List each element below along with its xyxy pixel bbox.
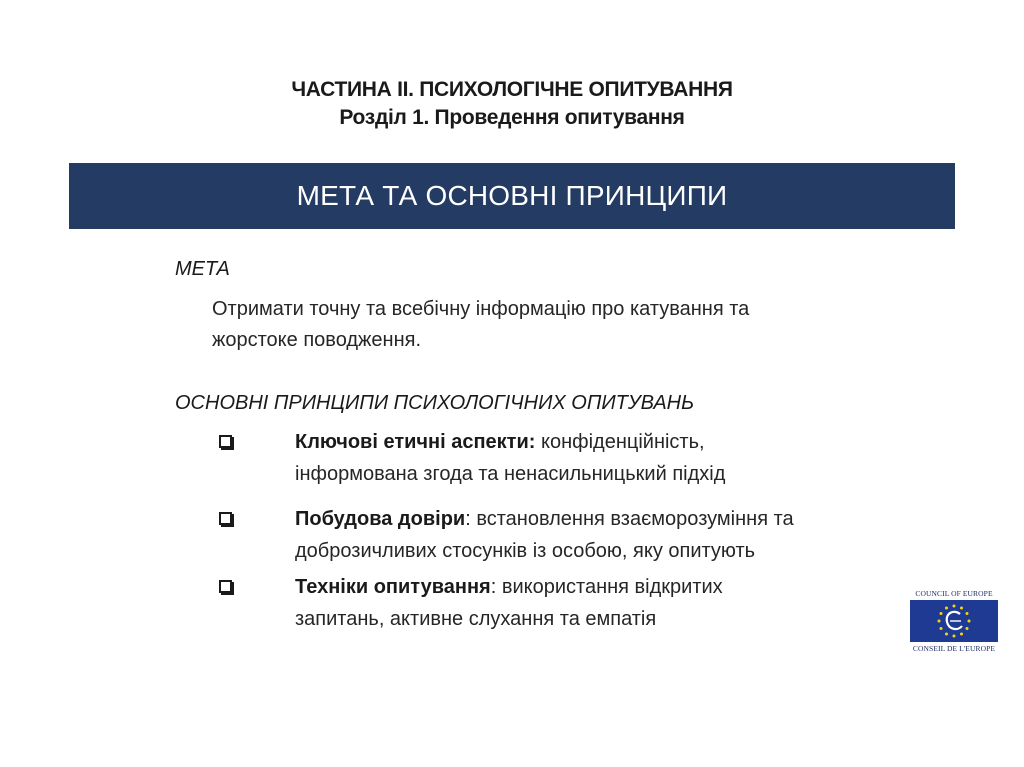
principle-item-title: Ключові етичні аспекти:	[295, 431, 536, 453]
banner-title: МЕТА ТА ОСНОВНІ ПРИНЦИПИ	[296, 180, 728, 211]
logo-top-text: COUNCIL OF EUROPE	[915, 589, 993, 598]
goal-text	[212, 294, 872, 356]
goal-heading: МЕТА	[175, 258, 230, 280]
checkbox-bullet-icon	[219, 580, 232, 593]
banner	[69, 163, 955, 229]
part-title: ЧАСТИНА ІІ. ПСИХОЛОГІЧНЕ ОПИТУВАННЯ	[291, 78, 733, 101]
council-of-europe-logo	[910, 589, 998, 655]
section-title: Розділ 1. Проведення опитування	[339, 106, 685, 129]
slide-title	[0, 76, 1024, 132]
logo-emblem	[910, 600, 998, 642]
logo-bottom-text: CONSEIL DE L'EUROPE	[912, 644, 996, 653]
principle-item-text: : встановлення взаєморозуміння та	[465, 508, 794, 530]
checkbox-bullet-icon	[219, 435, 232, 448]
principle-item-text-line2: запитань, активне слухання та емпатія	[295, 608, 657, 630]
principle-item-title: Побудова довіри	[295, 508, 466, 530]
goal-text-line2: жорстоке поводження.	[212, 329, 422, 351]
principle-item-text: конфіденційність,	[535, 431, 705, 453]
principle-item-body	[295, 426, 895, 490]
checkbox-bullet-icon	[219, 512, 232, 525]
stars-circle-icon	[910, 600, 998, 642]
principle-item-body	[295, 503, 895, 567]
principles-heading: ОСНОВНІ ПРИНЦИПИ ПСИХОЛОГІЧНИХ ОПИТУВАНЬ	[175, 392, 695, 414]
principle-item-body	[295, 571, 895, 635]
principle-item-text: : використання відкритих	[490, 576, 723, 598]
principle-item-text-line2: інформована згода та ненасильницький підхід	[295, 463, 726, 485]
principle-item-text-line2: доброзичливих стосунків із особою, яку опитують	[295, 540, 756, 562]
goal-text-line1: Отримати точну та всебічну інформацію про катування та	[212, 298, 750, 320]
principle-item-title: Техніки опитування	[295, 576, 491, 598]
